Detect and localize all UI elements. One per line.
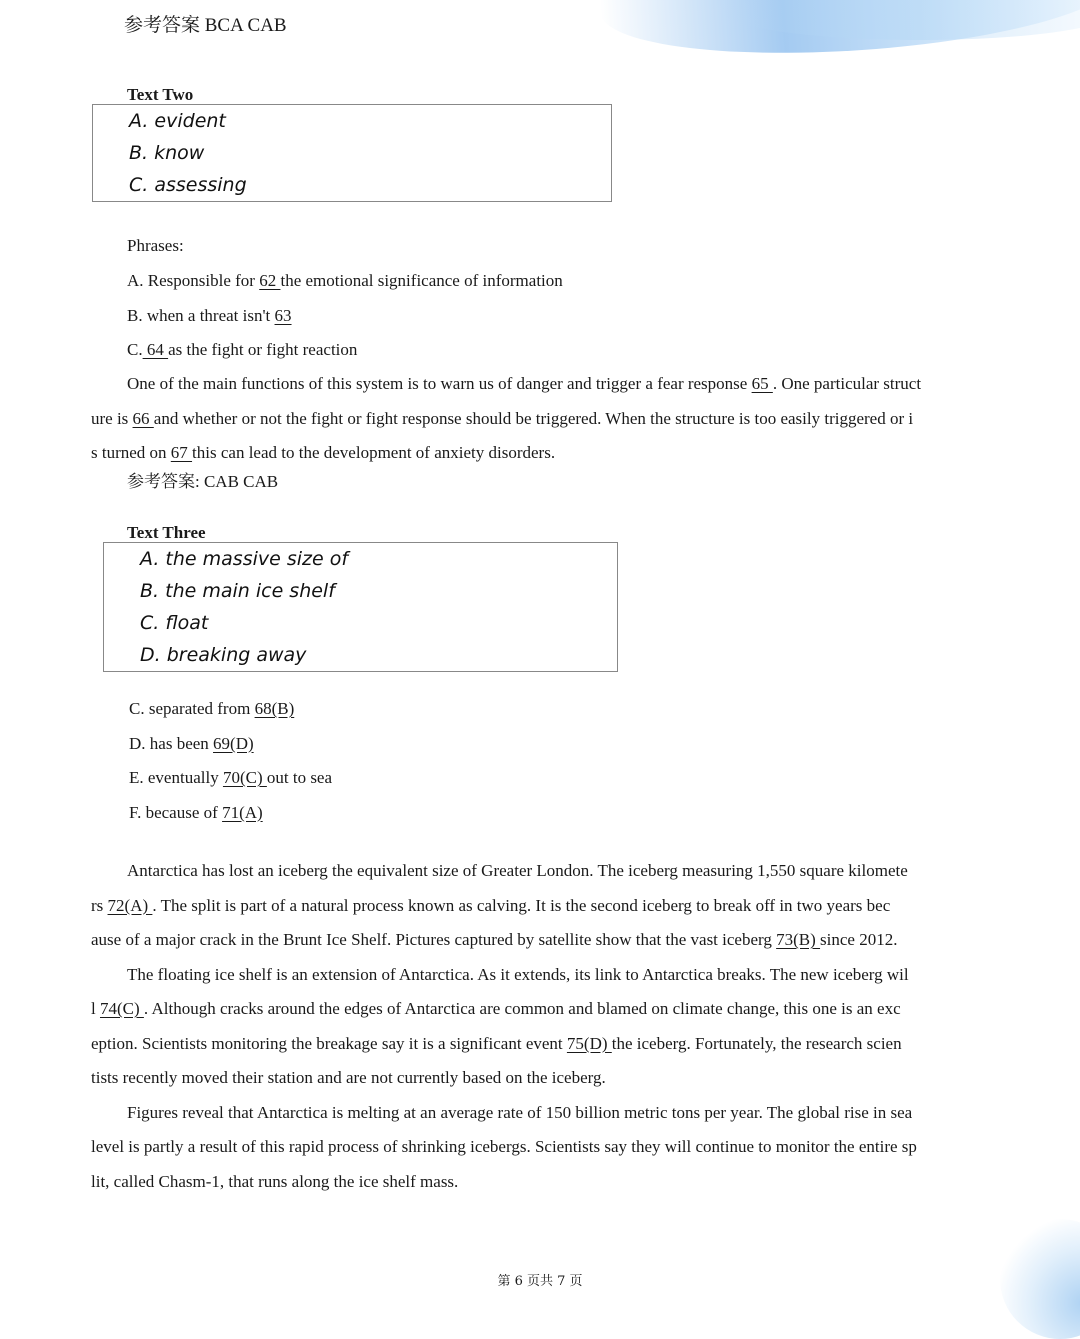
passage-text: . One particular struct (772, 374, 922, 393)
passage-line (127, 861, 908, 881)
text-three-phrase-1 (129, 699, 294, 719)
passage-text: level is partly a result of this rapid process of shrinking icebergs. Scientists say they will continue to monitor the entire sp (91, 1137, 917, 1156)
phrase-text: out to sea (266, 768, 333, 787)
option-b: B. the main ice shelf (140, 580, 335, 602)
phrase-text: A. Responsible for (127, 271, 260, 290)
answer-blank: 75(D) (566, 1033, 612, 1053)
passage-line (91, 999, 901, 1019)
text-three-phrase-3 (129, 768, 332, 788)
phrase-text: B. when a threat isn't (127, 305, 275, 325)
option-b: B. know (129, 142, 205, 164)
passage-line (91, 1137, 917, 1157)
text-two-phrase-2 (127, 306, 292, 326)
answer-blank: 72(A) (107, 895, 153, 915)
page-footer: 第 6 页共 7 页 (497, 1274, 583, 1289)
answer-blank: 68(B) (254, 699, 295, 718)
passage-line (127, 374, 921, 394)
passage-text: ure is (91, 408, 133, 428)
passage-text: rs (91, 895, 108, 915)
answer-key-1: 参考答案 BCA CAB (124, 15, 287, 36)
phrase-text: C. separated from (129, 699, 255, 718)
answer-blank: 73(B) (776, 930, 821, 949)
passage-line (91, 443, 555, 463)
passage-text: the iceberg. Fortunately, the research scien (611, 1033, 902, 1053)
passage-line (91, 896, 890, 916)
passage-text: One of the main functions of this system is to warn us of danger and trigger a fear response (127, 374, 752, 393)
answer-blank: 67 (170, 443, 193, 462)
passage-text: eption. Scientists monitoring the breakage say it is a significant event (91, 1033, 567, 1053)
answer-key-2: 参考答案: CAB CAB (127, 472, 279, 491)
text-three-phrase-4 (129, 803, 263, 823)
phrase-text: F. because of (129, 802, 223, 822)
passage-text: l (91, 999, 100, 1018)
passage-text: and whether or not the fight or fight response should be triggered. When the structure is too easily triggered or i (153, 408, 914, 428)
phrase-text: as the fight or fight reaction (168, 340, 358, 359)
passage-line (91, 930, 897, 950)
answer-blank: 69(D) (213, 733, 254, 753)
passage-text: this can lead to the development of anxiety disorders. (192, 443, 556, 462)
answer-blank: 66 (132, 408, 154, 428)
answer-blank: 70(C) (222, 768, 267, 787)
passage-text: . The split is part of a natural process known as calving. It is the second iceberg to break off in two years bec (152, 895, 891, 915)
passage-line (91, 1034, 902, 1054)
answer-blank: 74(C) (99, 999, 144, 1018)
passage-text: The floating ice shelf is an extension of Antarctica. As it extends, its link to Antarctica breaks. The new iceberg wil (127, 964, 909, 984)
passage-text: tists recently moved their station and are not currently based on the iceberg. (91, 1068, 606, 1087)
text-two-phrase-1 (127, 271, 563, 291)
option-c: C. assessing (129, 174, 247, 196)
passage-text: since 2012. (820, 930, 898, 949)
option-a: A. evident (129, 110, 226, 132)
section-heading-text-two: Text Two (127, 85, 194, 104)
answer-blank: 71(A) (222, 802, 263, 822)
phrase-text: D. has been (129, 733, 214, 753)
passage-text: . Although cracks around the edges of Antarctica are common and blamed on climate change, this one is an exc (143, 999, 901, 1018)
passage-text: ause of a major crack in the Brunt Ice Shelf. Pictures captured by satellite show that the vast iceberg (91, 930, 777, 949)
option-a: A. the massive size of (140, 548, 349, 570)
passage-line (91, 1172, 458, 1192)
passage-line (91, 1068, 606, 1088)
options-box-text-two (92, 104, 612, 202)
text-three-phrase-2 (129, 734, 254, 754)
passage-line (91, 409, 913, 429)
text-two-phrase-3 (127, 340, 357, 360)
passage-line (127, 965, 909, 985)
passage-text: Antarctica has lost an iceberg the equivalent size of Greater London. The iceberg measuring 1,550 square kilomete (127, 861, 908, 880)
passage-line (127, 1103, 912, 1123)
passage-text: lit, called Chasm-1, that runs along the ice shelf mass. (91, 1171, 459, 1191)
phrase-text: the emotional significance of information (280, 271, 563, 290)
phrases-label: Phrases: (127, 236, 184, 255)
passage-text: s turned on (91, 443, 171, 462)
option-c: C. float (140, 612, 209, 634)
phrase-text: C. (127, 340, 143, 359)
answer-blank: 64 (142, 340, 169, 359)
answer-blank: 65 (751, 374, 773, 393)
answer-blank: 63 (274, 305, 292, 325)
answer-blank: 62 (259, 271, 281, 290)
passage-text: Figures reveal that Antarctica is melting at an average rate of 150 billion metric tons per year. The global rise in sea (127, 1102, 913, 1122)
section-heading-text-three: Text Three (127, 523, 206, 542)
options-box-text-three (103, 542, 618, 672)
phrase-text: E. eventually (129, 768, 223, 787)
option-d: D. breaking away (140, 644, 307, 666)
